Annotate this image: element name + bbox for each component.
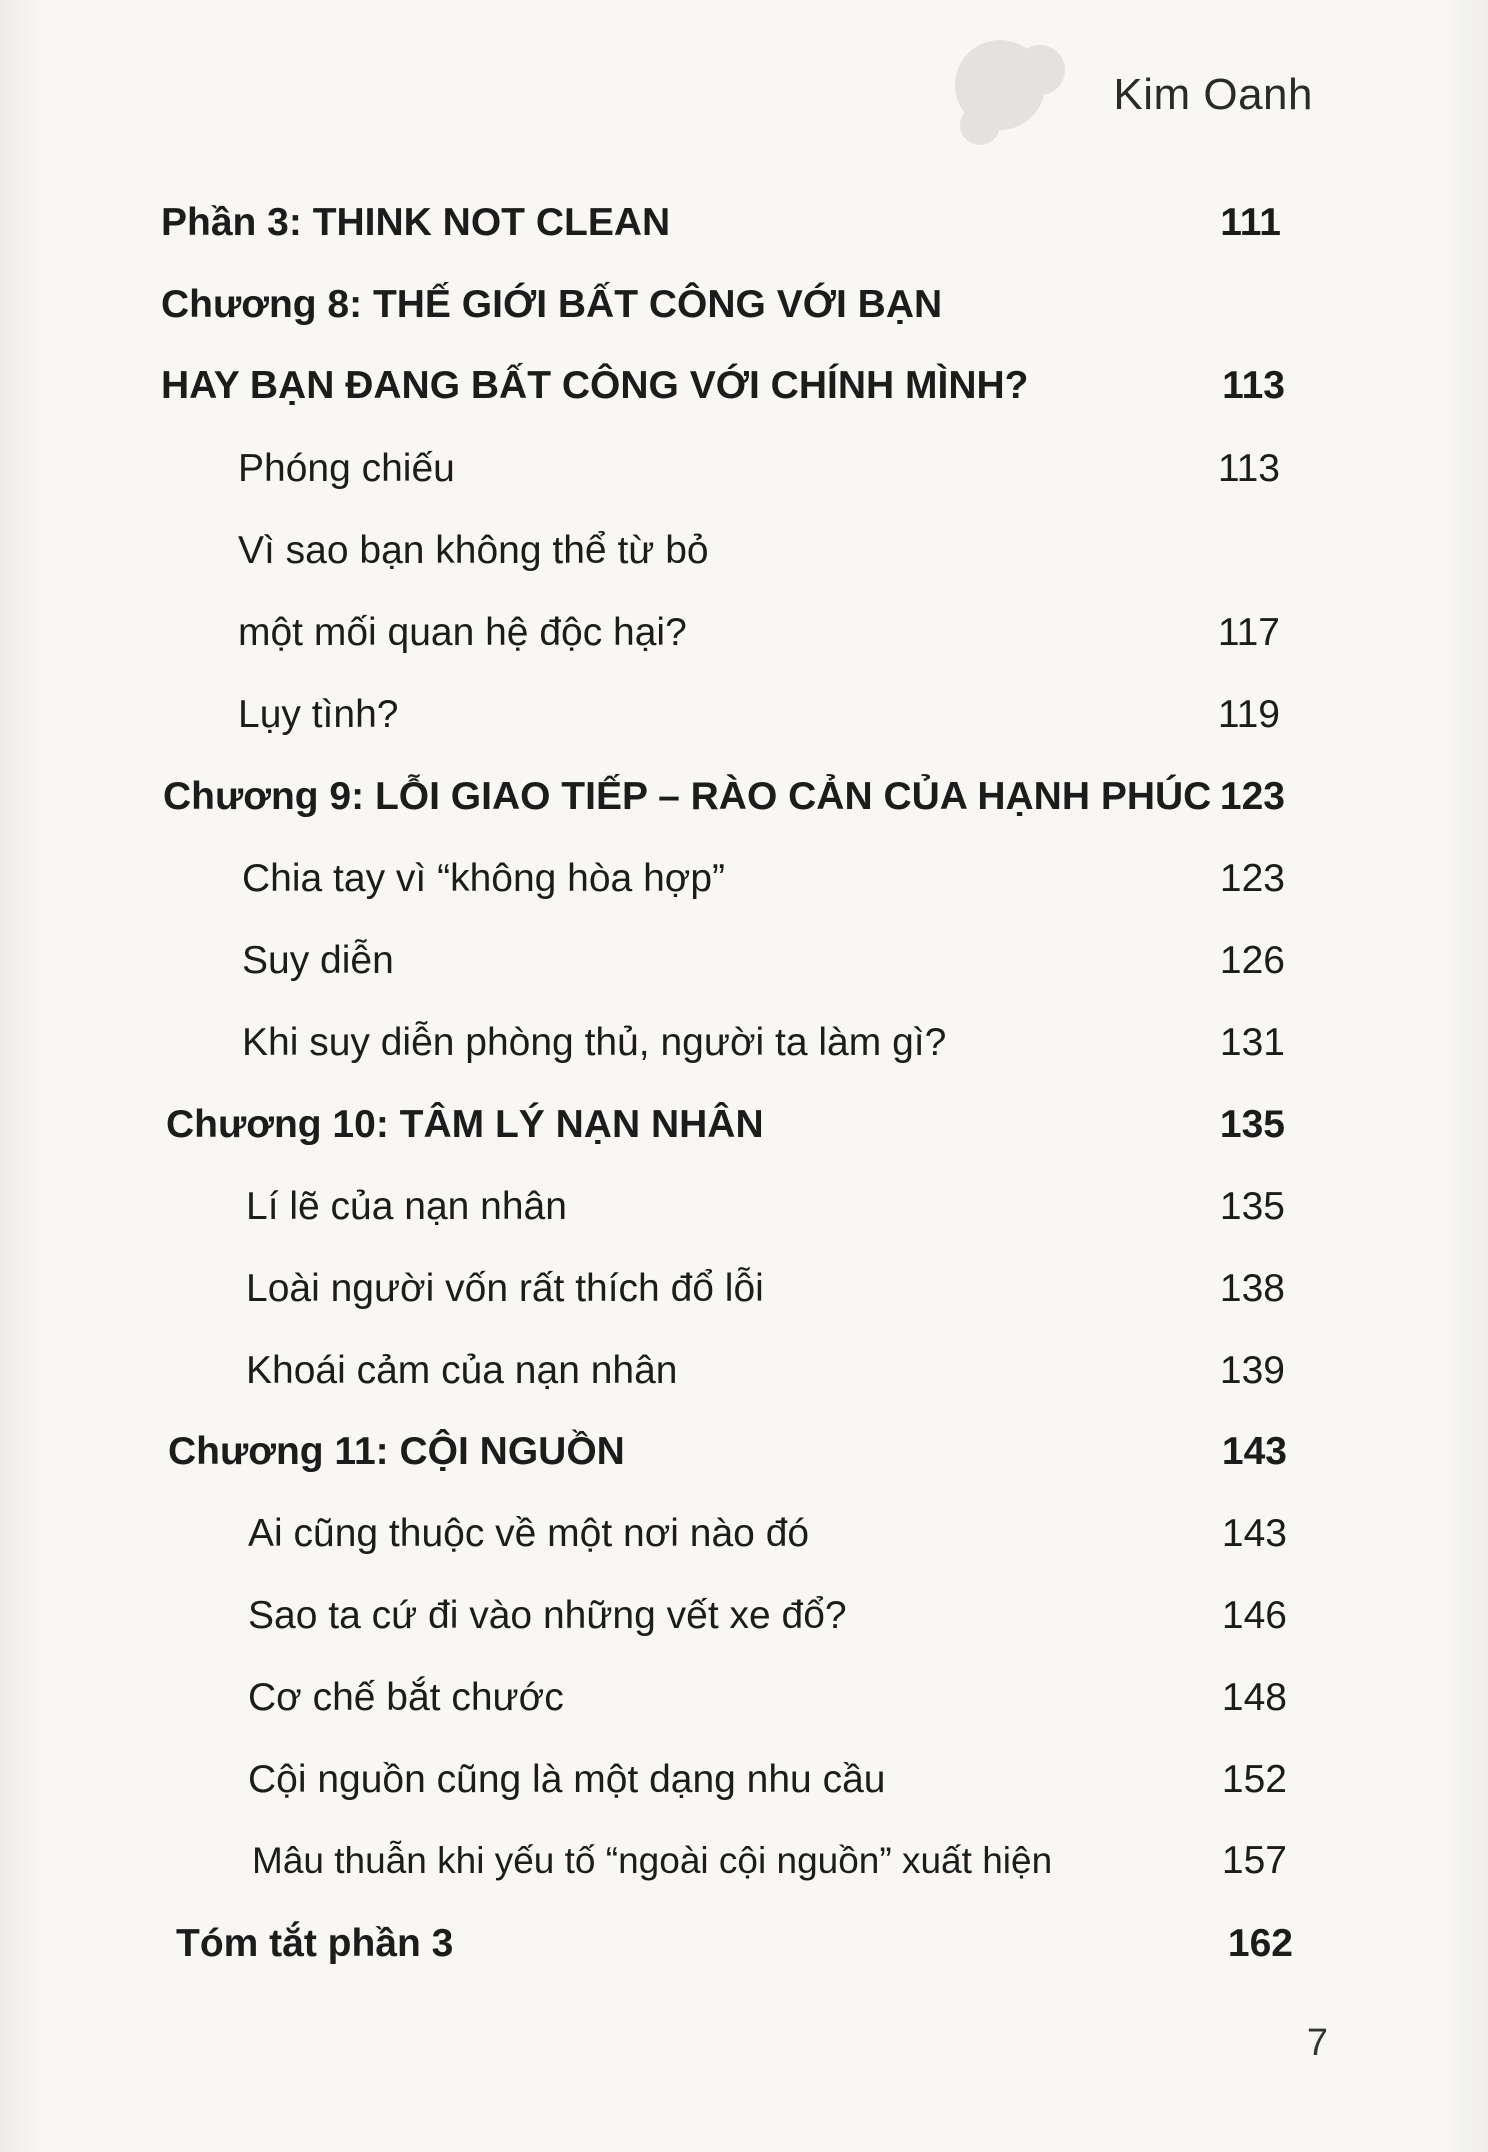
toc-entry bbox=[238, 439, 1280, 499]
toc-entry-page: 126 bbox=[1219, 939, 1285, 982]
toc-entry-page: 152 bbox=[1221, 1758, 1287, 1801]
toc-entry bbox=[246, 1341, 1285, 1401]
toc-entry-page: 135 bbox=[1219, 1103, 1285, 1146]
toc-entry bbox=[166, 1095, 1285, 1155]
toc-entry bbox=[168, 1422, 1287, 1482]
toc-entry-label: Phần 3: THINK NOT CLEAN bbox=[161, 201, 671, 244]
toc-entry-label: Chia tay vì “không hòa hợp” bbox=[242, 857, 726, 900]
toc-entry-label: Mâu thuẫn khi yếu tố “ngoài cội nguồn” xuất hiện bbox=[252, 1840, 1053, 1881]
toc-entry-label: một mối quan hệ độc hại? bbox=[238, 611, 687, 654]
toc-entry bbox=[238, 603, 1280, 663]
toc-entry bbox=[242, 931, 1285, 991]
toc-entry-page: 113 bbox=[1222, 364, 1285, 407]
toc-entry-label: Cơ chế bắt chước bbox=[248, 1676, 564, 1719]
toc-entry bbox=[163, 767, 1285, 827]
toc-entry bbox=[248, 1750, 1287, 1810]
toc-entry-page: 135 bbox=[1219, 1185, 1285, 1228]
toc-entry-label: Chương 8: THẾ GIỚI BẤT CÔNG VỚI BẠN bbox=[161, 283, 943, 326]
toc-entry-label: Chương 11: CỘI NGUỒN bbox=[168, 1430, 625, 1473]
toc-entry-label: HAY BẠN ĐANG BẤT CÔNG VỚI CHÍNH MÌNH? bbox=[161, 364, 1029, 407]
toc-entry-page: 113 bbox=[1217, 447, 1280, 490]
toc-entry bbox=[161, 356, 1285, 416]
toc-entry bbox=[246, 1259, 1285, 1319]
toc-entry-page: 117 bbox=[1217, 611, 1280, 654]
toc-entry-page: 148 bbox=[1221, 1676, 1287, 1719]
toc-entry-page: 143 bbox=[1221, 1512, 1287, 1555]
toc-entry-label: Lí lẽ của nạn nhân bbox=[246, 1185, 567, 1228]
toc-entry bbox=[176, 1914, 1293, 1974]
toc-entry-label: Ai cũng thuộc về một nơi nào đó bbox=[248, 1512, 810, 1555]
toc-entry-page: 138 bbox=[1219, 1267, 1285, 1310]
toc-entry bbox=[238, 685, 1280, 745]
toc-entry-label: Phóng chiếu bbox=[238, 447, 455, 490]
toc-entry-label: Loài người vốn rất thích đổ lỗi bbox=[246, 1267, 764, 1310]
toc-entry-page: 123 bbox=[1219, 857, 1285, 900]
toc-entry-page: 139 bbox=[1219, 1349, 1285, 1392]
toc-entry bbox=[246, 1177, 1285, 1237]
toc-entry-page: 111 bbox=[1220, 201, 1281, 244]
toc-entry bbox=[252, 1831, 1287, 1891]
toc-entry-label: Khi suy diễn phòng thủ, người ta làm gì? bbox=[242, 1021, 947, 1064]
toc-entry bbox=[248, 1668, 1287, 1728]
toc-entry-page: 162 bbox=[1227, 1922, 1293, 1965]
toc-entry-page: 157 bbox=[1221, 1839, 1287, 1882]
toc-entry-page: 143 bbox=[1221, 1430, 1287, 1473]
toc-entry-label: Chương 9: LỖI GIAO TIẾP – RÀO CẢN CỦA HẠNH PHÚC bbox=[163, 775, 1212, 818]
toc-entry-label: Tóm tắt phần 3 bbox=[176, 1922, 454, 1965]
toc-entry bbox=[238, 521, 1280, 581]
header-author: Kim Oanh bbox=[1113, 70, 1313, 119]
toc-entry bbox=[248, 1586, 1287, 1646]
toc-entry-page: 146 bbox=[1221, 1594, 1287, 1637]
toc-entry bbox=[248, 1504, 1287, 1564]
toc-entry bbox=[161, 193, 1281, 253]
toc-entry-label: Suy diễn bbox=[242, 939, 394, 982]
toc-entry-label: Lụy tình? bbox=[238, 693, 399, 736]
toc-entry-label: Chương 10: TÂM LÝ NẠN NHÂN bbox=[166, 1103, 764, 1146]
toc-entry bbox=[161, 275, 1281, 335]
toc-entry-label: Khoái cảm của nạn nhân bbox=[246, 1349, 678, 1392]
page-number: 7 bbox=[1306, 2022, 1328, 2064]
toc-entry-label: Sao ta cứ đi vào những vết xe đổ? bbox=[248, 1594, 847, 1637]
toc-entry-page: 123 bbox=[1219, 775, 1285, 818]
toc-entry-label: Vì sao bạn không thể từ bỏ bbox=[238, 529, 709, 572]
toc-entry bbox=[242, 849, 1285, 909]
toc-entry bbox=[242, 1013, 1285, 1073]
toc-entry-label: Cội nguồn cũng là một dạng nhu cầu bbox=[248, 1758, 886, 1801]
toc-entry-page: 131 bbox=[1219, 1021, 1285, 1064]
toc-entry-page: 119 bbox=[1217, 693, 1280, 736]
